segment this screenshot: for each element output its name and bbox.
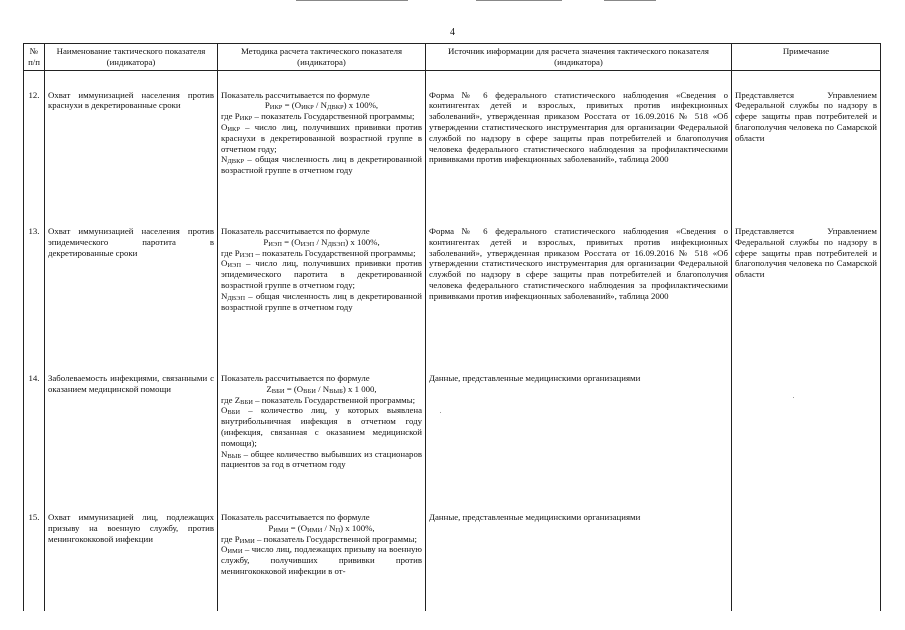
header-source: Источник информации для расчета значения тактического показателя (индикатора): [426, 44, 732, 71]
scan-speck: [793, 397, 794, 398]
method-formula: $P_{ИКР} = (O_{ИКР} / N_{ДВКР})$ x 100%,: [264, 100, 379, 112]
method-def-3: $N_{ДВЭП}$ – общая численность лиц в декретированной возрастной группе в отчетном году: [221, 290, 422, 312]
header-num: № п/п: [24, 44, 45, 71]
method-formula: $P_{ИЭП} = (O_{ИЭП} / N_{ДВЭП})$ x 100%,: [263, 236, 380, 248]
row-number: 15.: [24, 501, 45, 611]
header-method: Методика расчета тактического показателя (индикатора): [218, 44, 426, 71]
method-def-3: $N_{ДВКР}$ – общая численность лиц в декретированной возрастной группе в отчетном году: [221, 154, 422, 176]
method-def-2: $O_{ИКР}$ – число лиц, получивших прививки против краснухи в декретированной возрастной группе в отчетном году;: [221, 121, 422, 154]
method-def-2: $O_{ИМИ}$ – число лиц, подлежащих призыву на военную службу, получивших прививки против менингококковой инфекции в от-: [221, 544, 422, 577]
indicator-name: Заболеваемость инфекциями, связанными с оказанием медицинской помощи: [45, 354, 218, 501]
method-def-1: где $P_{ИЭП}$ – показатель Государственной программы;: [221, 247, 416, 259]
indicator-table: [23, 43, 881, 611]
method-def-1: где $P_{ИМИ}$ – показатель Государственной программы;: [221, 533, 417, 545]
scan-speck: [440, 412, 441, 413]
note-text: [732, 501, 881, 611]
method-def-2: $O_{ИЭП}$ – число лиц, получивших прививки против эпидемического паротита в декретированной возрастной группе в отчетном году;: [221, 258, 422, 291]
method-formula: $Z_{ВБИ} = (O_{ВБИ} / N_{ВЫБ})$ x 1 000,: [266, 383, 377, 395]
method-intro: Показатель рассчитывается по формуле: [221, 373, 370, 384]
source-text: Данные, представленные медицинскими организациями: [426, 501, 732, 611]
note-text: [732, 354, 881, 501]
note-text: Представляется Управлением Федеральной службы по надзору в сфере защиты прав потребителей и благополучия человека по Самарской области: [732, 207, 881, 354]
method-cell: [218, 501, 426, 611]
indicator-name: Охват иммунизацией населения против эпидемического паротита в декретированные сроки: [45, 207, 218, 354]
method-def-3: $N_{ВЫБ}$ – общее количество выбывших из стационаров пациентов за год в отчетном году: [221, 448, 422, 470]
method-cell: [218, 207, 426, 354]
source-text: Данные, представленные медицинскими организациями: [426, 354, 732, 501]
note-text: Представляется Управлением Федеральной службы по надзору в сфере защиты прав потребителей и благополучия человека по Самарской области: [732, 70, 881, 207]
source-text: Форма № 6 федерального статистического наблюдения «Сведения о контингентах детей и взрослых, привитых против инфекционных заболеваний», утвержденная приказом Росстата от 16.09.2016 № 518 «Об утверждении статистического инструментария для организации Федеральной службой по надзору в сфере защиты прав потребителей и благополучия человека федерального статистического наблюдения за профилактическими прививками против инфекционных заболеваний», таблица 2000: [426, 70, 732, 207]
table-row: [24, 354, 881, 501]
method-def-2: $O_{ВБИ}$ – количество лиц, у которых выявлена внутрибольничная инфекция в отчетном году (инфекция, связанная с оказанием медицинской помощи);: [221, 405, 422, 448]
method-formula: $P_{ИМИ} = (O_{ИМИ} / N_П)$ x 100%,: [268, 522, 375, 534]
source-text: Форма № 6 федерального статистического наблюдения «Сведения о контингентах детей и взрослых, привитых против инфекционных заболеваний», утвержденная приказом Росстата от 16.09.2016 № 518 «Об утверждении статистического инструментария для организации Федеральной службой по надзору в сфере защиты прав потребителей и благополучия человека федерального статистического наблюдения за профилактическими прививками против инфекционных заболеваний», таблица 2000: [426, 207, 732, 354]
table-row: [24, 207, 881, 354]
top-rule-right: [604, 0, 656, 1]
row-number: 13.: [24, 207, 45, 354]
page-number: 4: [450, 27, 455, 38]
top-rule-left: [296, 0, 408, 1]
method-def-1: где $P_{ИКР}$ – показатель Государственной программы;: [221, 111, 415, 123]
indicator-name: Охват иммунизацией лиц, подлежащих призыву на военную службу, против менингококковой инфекции: [45, 501, 218, 611]
table-row: [24, 501, 881, 611]
indicator-name: Охват иммунизацией населения против краснухи в декретированные сроки: [45, 70, 218, 207]
header-note: Примечание: [732, 44, 881, 71]
method-intro: Показатель рассчитывается по формуле: [221, 226, 370, 237]
method-cell: [218, 70, 426, 207]
header-name: Наименование тактического показателя (индикатора): [45, 44, 218, 71]
method-cell: [218, 354, 426, 501]
table-row: [24, 70, 881, 207]
row-number: 14.: [24, 354, 45, 501]
method-intro: Показатель рассчитывается по формуле: [221, 89, 370, 100]
table-header-row: [24, 44, 881, 71]
method-def-1: где $Z_{ВБИ}$ – показатель Государственной программы;: [221, 394, 416, 406]
row-number: 12.: [24, 70, 45, 207]
top-rule-middle: [476, 0, 562, 1]
method-intro: Показатель рассчитывается по формуле: [221, 512, 370, 523]
